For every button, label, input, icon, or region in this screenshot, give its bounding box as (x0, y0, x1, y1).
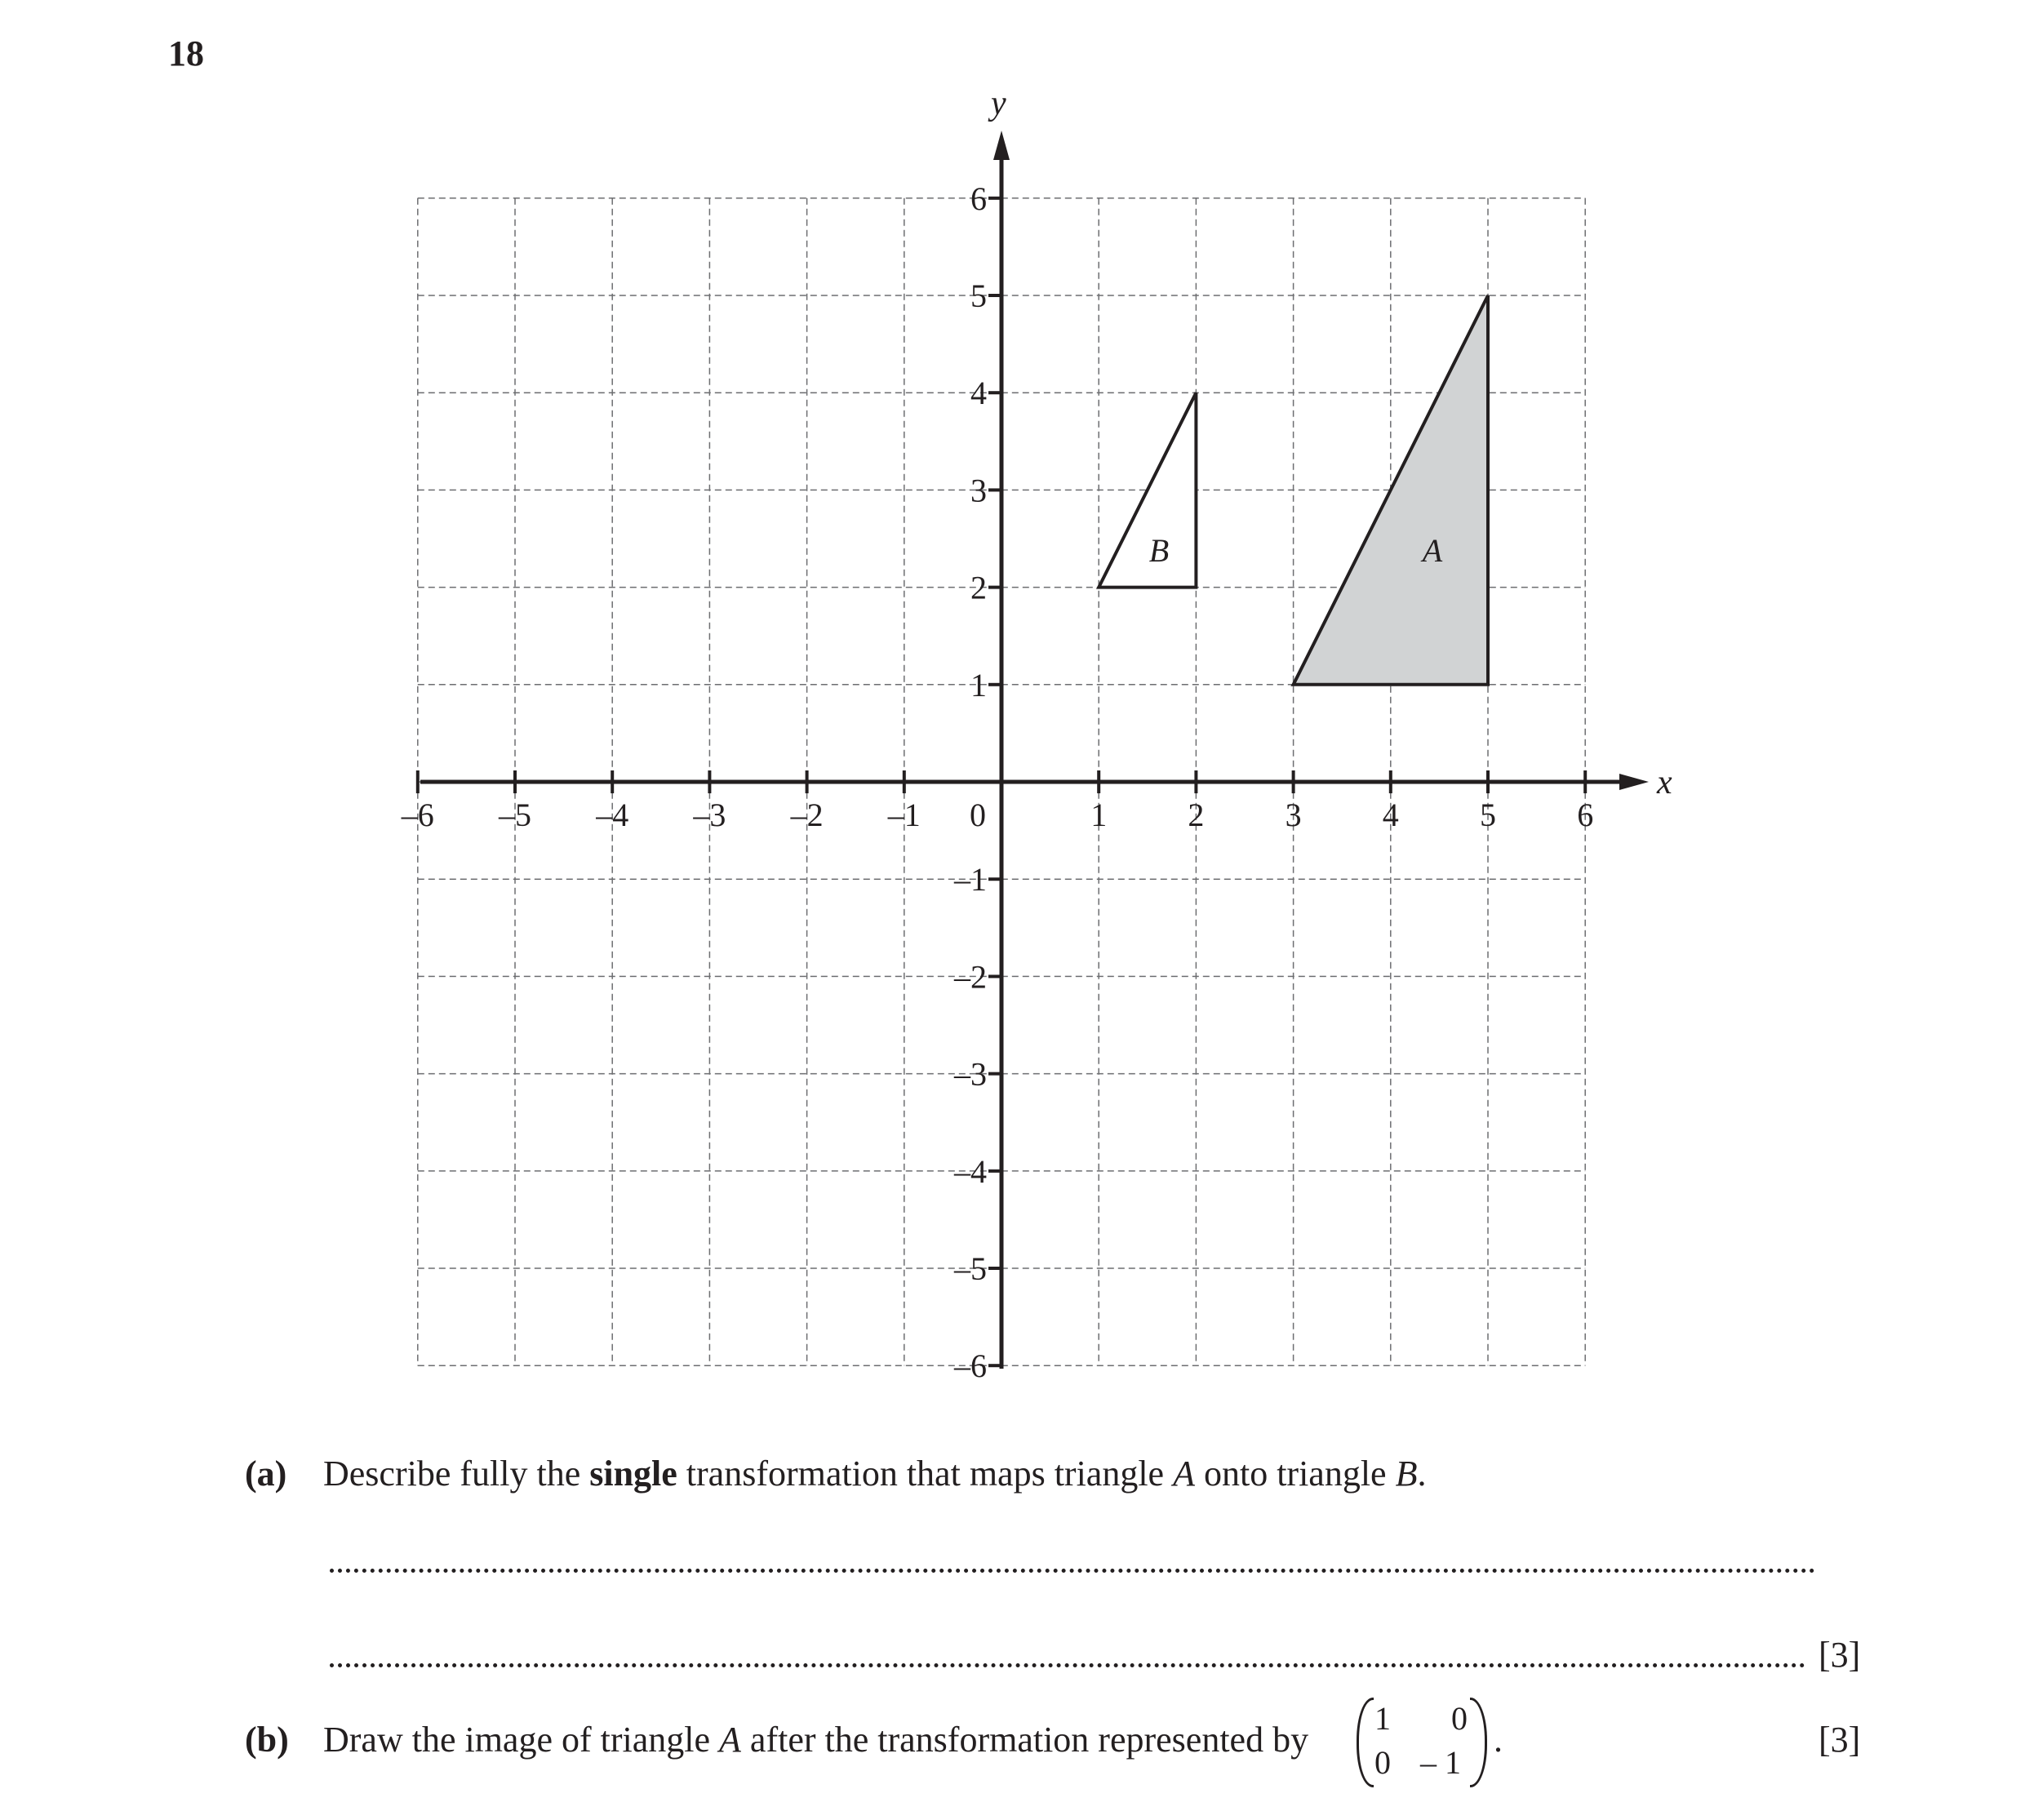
part-a-marks: [3] (1819, 1635, 1861, 1675)
y-tick-label: –4 (954, 1152, 987, 1190)
matrix-a: 1 (1374, 1700, 1391, 1737)
y-tick-label: 1 (970, 666, 987, 704)
x-tick-label: –4 (596, 797, 629, 833)
x-tick-label: –3 (693, 797, 726, 833)
matrix-left-bracket (1357, 1698, 1374, 1787)
matrix-c: 0 (1374, 1744, 1391, 1781)
y-tick-label: –1 (954, 861, 987, 899)
x-tick-label: –5 (499, 797, 531, 833)
y-axis-arrow (993, 131, 1010, 160)
origin-label: 0 (970, 797, 986, 833)
matrix-b: 0 (1451, 1700, 1468, 1737)
answer-line-a1[interactable] (330, 1569, 1815, 1573)
y-tick-label: –2 (954, 958, 987, 996)
x-axis-arrow (1619, 774, 1649, 790)
triangle-a-label: A (1422, 532, 1443, 569)
x-axis-label: x (1657, 764, 1672, 801)
x-tick-label: 4 (1382, 797, 1399, 833)
matrix-right-bracket (1470, 1698, 1487, 1787)
transformation-matrix (1357, 1698, 1487, 1789)
y-axis-label: y (991, 85, 1006, 122)
answer-line-a2[interactable] (330, 1663, 1805, 1667)
y-tick-label: –3 (954, 1055, 987, 1093)
y-tick-label: 4 (970, 375, 987, 412)
y-tick-label: –6 (954, 1347, 987, 1385)
y-tick-label: –5 (954, 1250, 987, 1287)
x-tick-label: 5 (1480, 797, 1496, 833)
part-b-marks: [3] (1819, 1720, 1861, 1760)
y-tick-label: 3 (970, 472, 987, 509)
x-tick-label: 6 (1577, 797, 1594, 833)
part-b-end: . (1494, 1720, 1503, 1760)
x-tick-label: –1 (887, 797, 921, 833)
x-tick-label: 3 (1285, 797, 1302, 833)
x-tick-label: 2 (1188, 797, 1205, 833)
x-tick-label: 1 (1090, 797, 1108, 833)
question-number: 18 (168, 33, 204, 73)
y-tick-label: 2 (970, 569, 987, 606)
y-tick-label: 5 (970, 277, 987, 314)
part-a-text: Describe fully the single transformation that maps triangle A onto triangle B. (323, 1454, 1427, 1494)
y-tick-label: 6 (970, 180, 987, 217)
x-tick-label: –6 (401, 797, 434, 833)
matrix-d: – 1 (1420, 1744, 1461, 1781)
part-a-label: (a) (245, 1454, 287, 1494)
part-b-text: Draw the image of triangle A after the transformation represented by (323, 1720, 1309, 1760)
x-tick-label: –2 (790, 797, 824, 833)
part-b-label: (b) (245, 1720, 289, 1760)
triangle-b-label: B (1148, 532, 1170, 569)
